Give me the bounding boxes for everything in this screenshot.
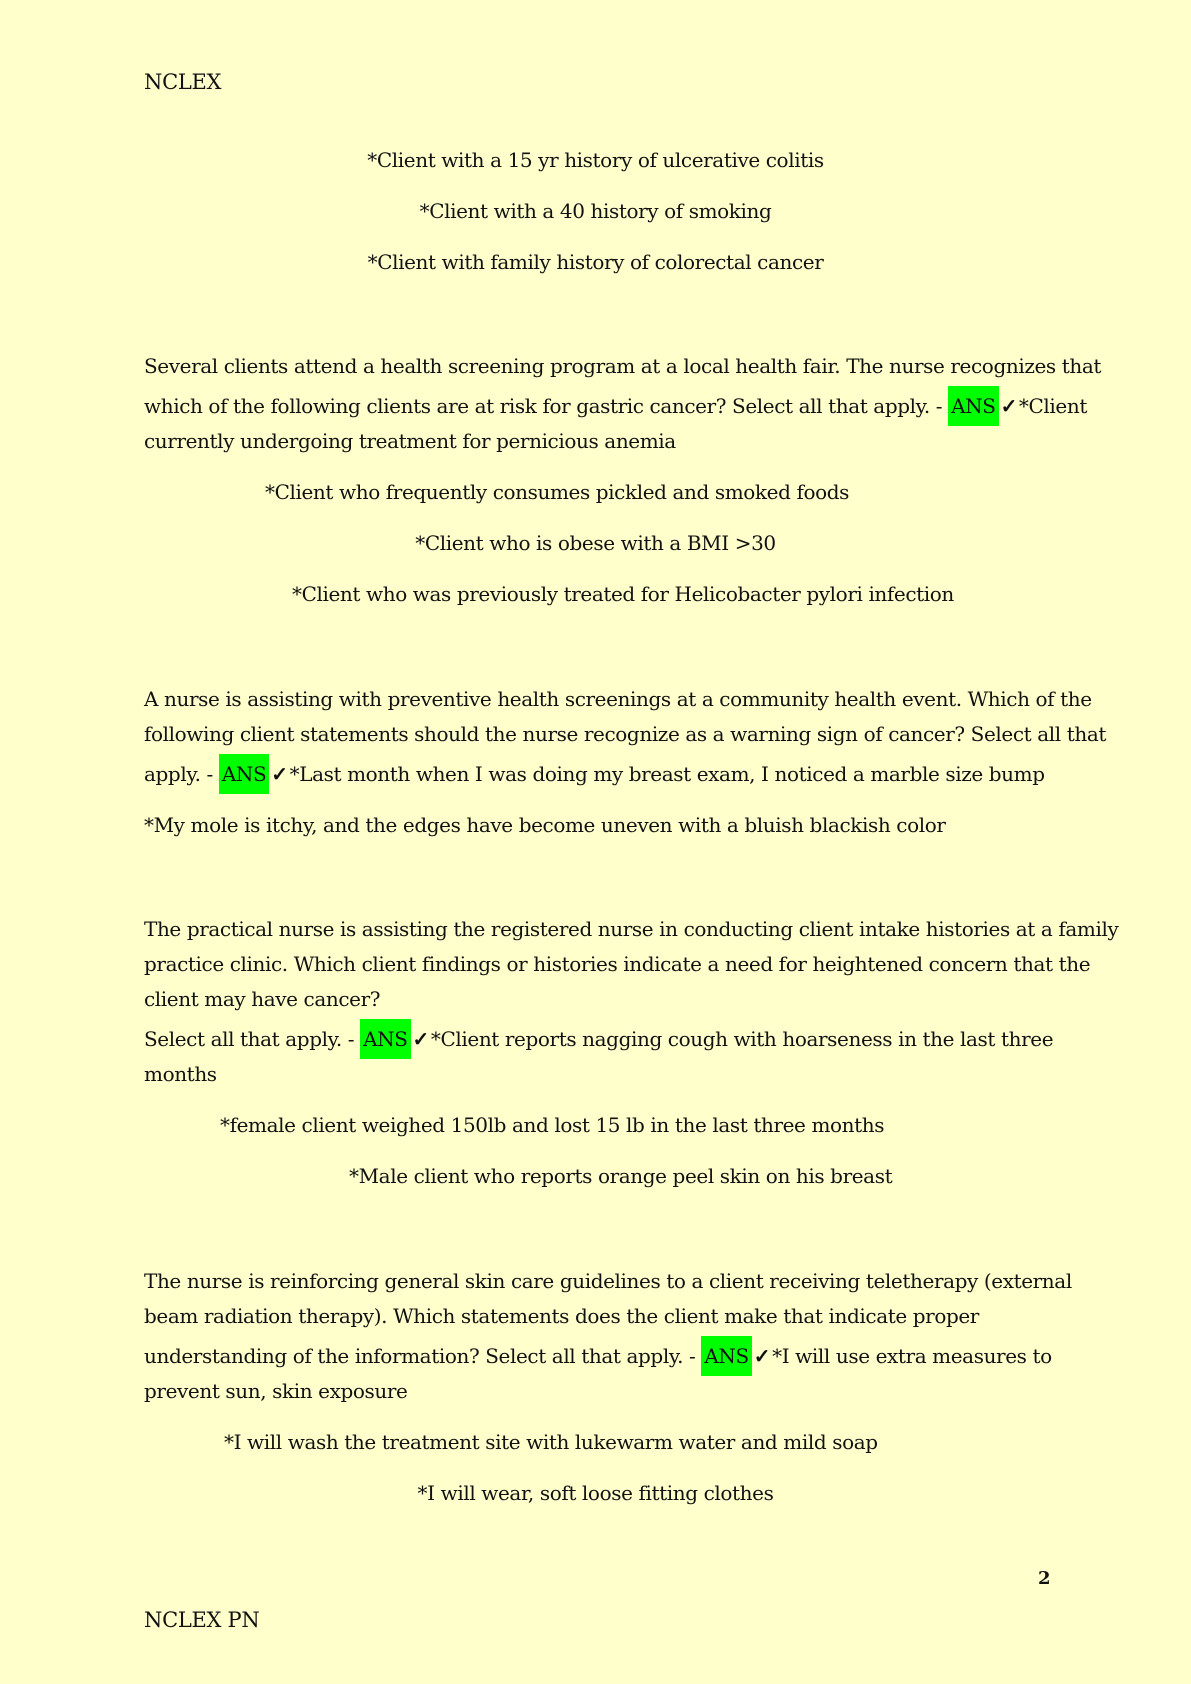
answer-text: *Client: [1018, 394, 1087, 418]
answer-marker: ANS: [219, 754, 269, 794]
check-icon: ✓: [412, 1027, 429, 1051]
page-header: NCLEX: [144, 70, 222, 94]
question-1-line: Several clients attend a health screening program at a local health fair. The nurse recognizes that: [144, 354, 1101, 378]
list-item: *Client who was previously treated for Helicobacter pylori infection: [292, 582, 954, 606]
question-2-answer-line: [144, 762, 1045, 786]
answer-marker: ANS: [360, 1019, 410, 1059]
check-icon: ✓: [271, 762, 288, 786]
question-3-line: The practical nurse is assisting the registered nurse in conducting client intake histories at a family: [144, 917, 1119, 941]
list-item: *Client with a 40 history of smoking: [419, 199, 772, 223]
question-4-line: The nurse is reinforcing general skin care guidelines to a client receiving teletherapy (external: [144, 1269, 1072, 1293]
list-item: *Male client who reports orange peel skin on his breast: [349, 1164, 893, 1188]
list-item: *Client who is obese with a BMI >30: [415, 531, 776, 555]
question-3-text: Select all that apply. -: [144, 1027, 361, 1051]
check-icon: ✓: [753, 1344, 771, 1368]
list-item: *Client who frequently consumes pickled and smoked foods: [265, 480, 849, 504]
list-item: *My mole is itchy, and the edges have become uneven with a bluish blackish color: [144, 813, 946, 837]
list-item: *I will wash the treatment site with lukewarm water and mild soap: [224, 1430, 878, 1454]
list-item: *female client weighed 150lb and lost 15 lb in the last three months: [220, 1113, 885, 1137]
question-4-line: prevent sun, skin exposure: [144, 1379, 408, 1403]
question-2-line: A nurse is assisting with preventive health screenings at a community health event. Which of the: [144, 687, 1092, 711]
question-4-text: understanding of the information? Select all that apply. -: [144, 1344, 702, 1368]
question-3-answer-line: [144, 1027, 1053, 1051]
question-4-answer-line: [144, 1344, 1052, 1368]
answer-text: *Last month when I was doing my breast exam, I noticed a marble size bump: [289, 762, 1045, 786]
question-4-line: beam radiation therapy). Which statements does the client make that indicate proper: [144, 1304, 979, 1328]
question-3-line: practice clinic. Which client findings or histories indicate a need for heightened concern that the: [144, 952, 1091, 976]
check-icon: ✓: [1000, 394, 1017, 418]
question-3-line: months: [144, 1062, 217, 1086]
list-item: *Client with a 15 yr history of ulcerative colitis: [367, 148, 824, 172]
list-item: *Client with family history of colorectal cancer: [367, 250, 824, 274]
question-3-line: client may have cancer?: [144, 987, 381, 1011]
question-1-line: currently undergoing treatment for pernicious anemia: [144, 429, 676, 453]
question-1-answer-line: [144, 394, 1087, 418]
page-number: 2: [1038, 1568, 1051, 1589]
answer-text: *Client reports nagging cough with hoarseness in the last three: [430, 1027, 1054, 1051]
answer-marker: ANS: [701, 1336, 751, 1376]
page-footer: NCLEX PN: [144, 1608, 260, 1632]
answer-marker: ANS: [948, 386, 998, 426]
answer-text: *I will use extra measures to: [772, 1344, 1052, 1368]
question-2-line: following client statements should the nurse recognize as a warning sign of cancer? Select all that: [144, 722, 1106, 746]
list-item: *I will wear, soft loose fitting clothes: [417, 1481, 774, 1505]
question-1-text: which of the following clients are at risk for gastric cancer? Select all that apply. -: [144, 394, 949, 418]
question-2-text: apply. -: [144, 762, 219, 786]
